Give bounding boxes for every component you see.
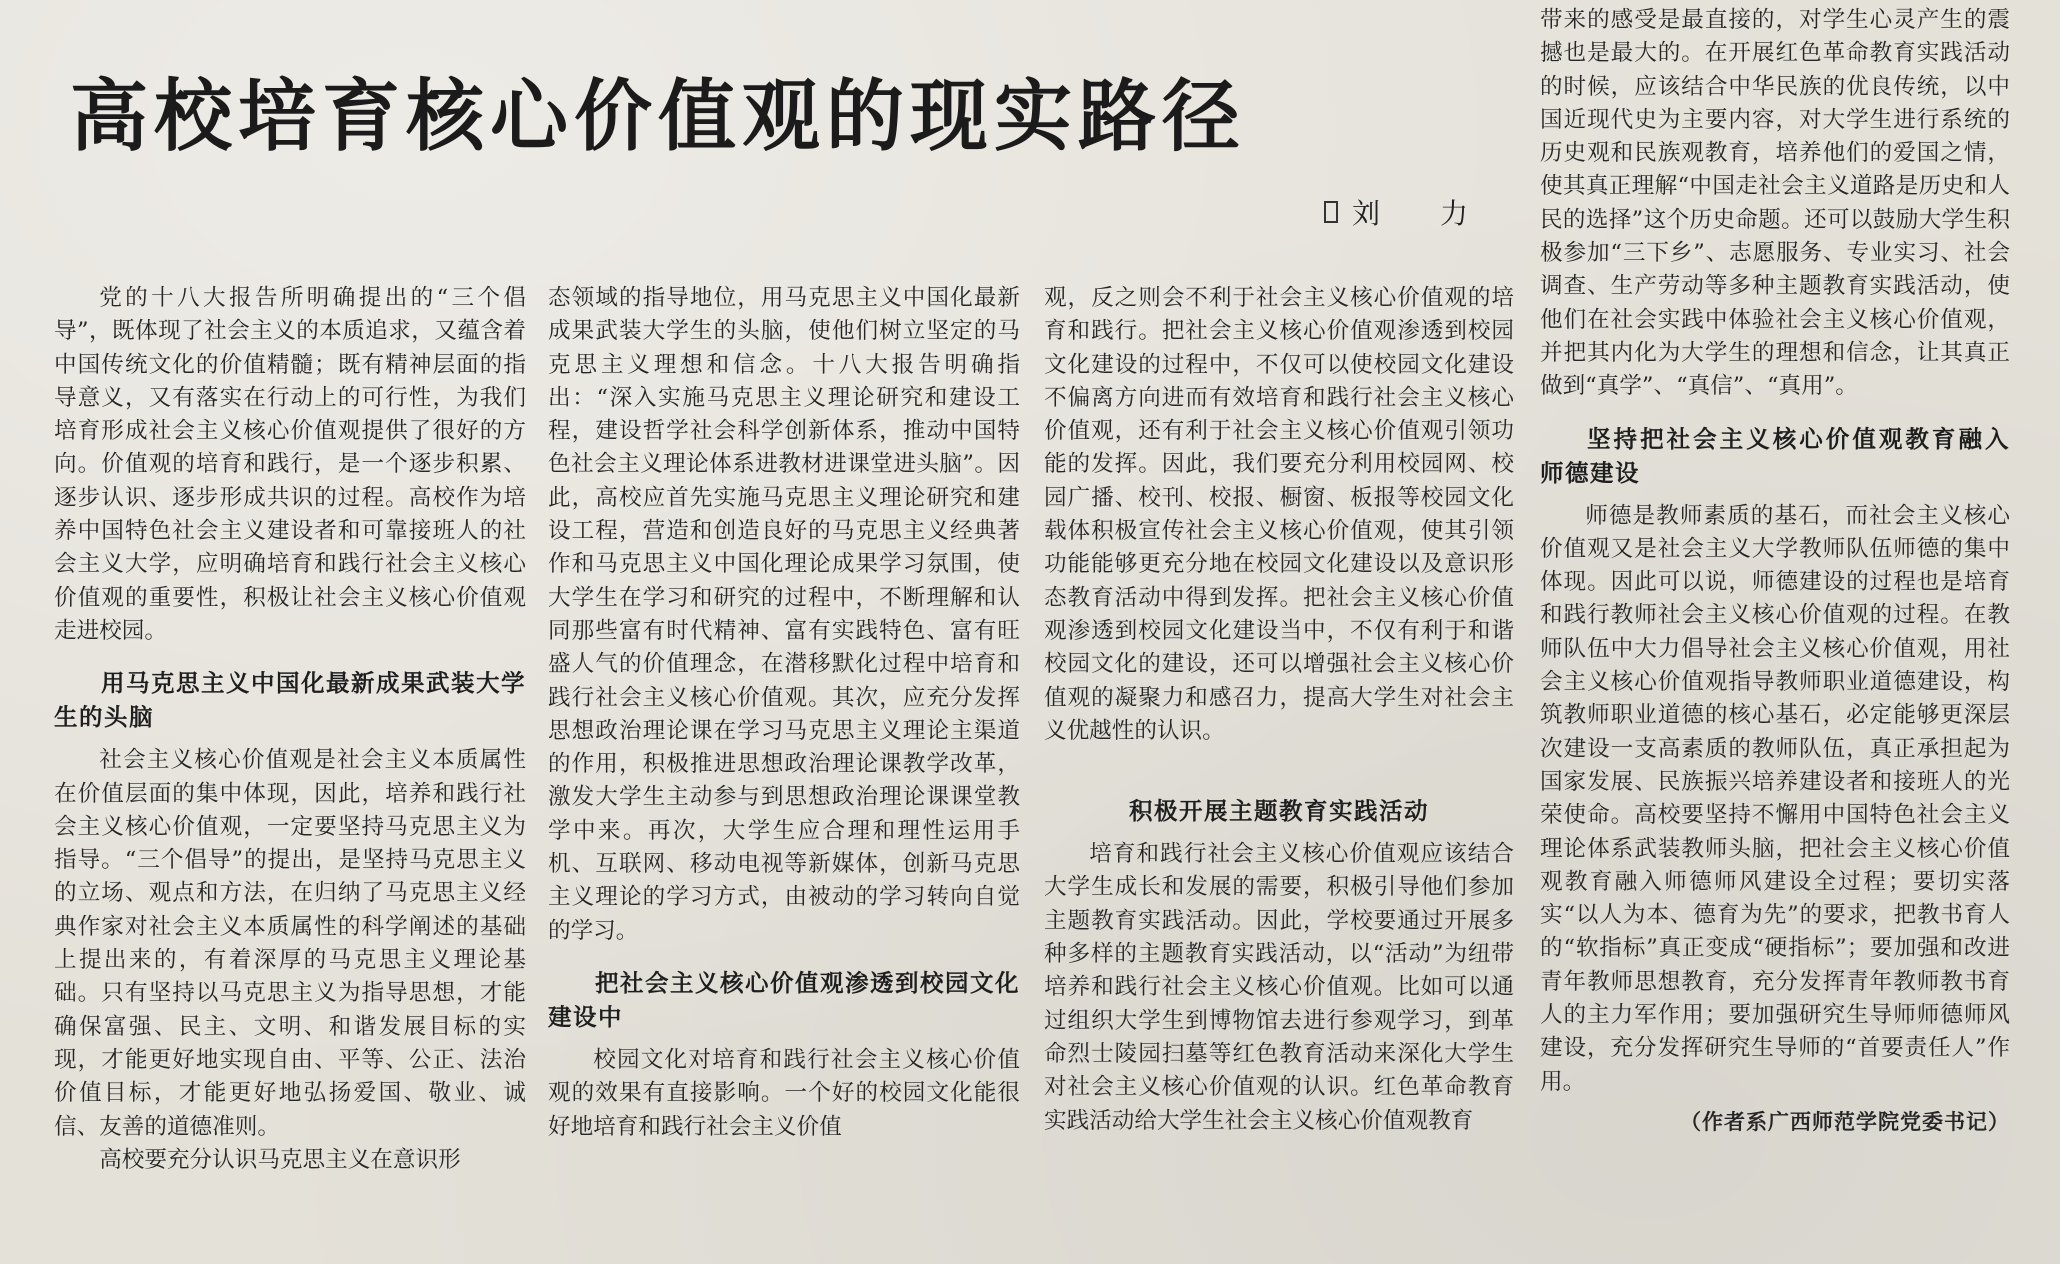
- byline: [1324, 192, 1484, 232]
- author-credit: （作者系广西师范学院党委书记）: [1680, 1109, 2010, 1134]
- section-spacer: [1044, 748, 1514, 794]
- article-column-4: [1540, 4, 2010, 1214]
- body-paragraph: 态领域的指导地位，用马克思主义中国化最新成果武装大学生的头脑，使他们树立坚定的马克思主义理想和信念。十八大报告明确指出：“深入实施马克思主义理论研究和建设工程，建设哲学社会科学创新体系，推动中国特色社会主义理论体系进教材进课堂进头脑”。因此，高校应首先实施马克思主义理论研究和建设工程，营造和创造良好的马克思主义经典著作和马克思主义中国化理论成果学习氛围，使大学生在学习和研究的过程中，不断理解和认同那些富有时代精神、富有实践特色、富有旺盛人气的价值理念，在潜移默化过程中培育和践行社会主义核心价值观。其次，应充分发挥思想政治理论课在学习马克思主义理论主渠道的作用，积极推进思想政治理论课教学改革，激发大学生主动参与到思想政治理论课课堂教学中来。再次，大学生应合理和理性运用手机、互联网、移动电视等新媒体，创新马克思主义理论的学习方式，由被动的学习转向自觉的学习。: [548, 285, 1020, 944]
- body-paragraph: 观，反之则会不利于社会主义核心价值观的培育和践行。把社会主义核心价值观渗透到校园文化建设的过程中，不仅可以使校园文化建设不偏离方向进而有效培育和践行社会主义核心价值观，还有利于社会主义核心价值观引领功能的发挥。因此，我们要充分利用校园网、校园广播、校刊、校报、橱窗、板报等校园文化载体积极宣传社会主义核心价值观，使其引领功能能够更充分地在校园文化建设以及意识形态教育活动中得到发挥。把社会主义核心价值观渗透到校园文化建设当中，不仅有利于和谐校园文化的建设，还可以增强社会主义核心价值观的凝聚力和感召力，提高大学生对社会主义优越性的认识。: [1044, 285, 1514, 744]
- body-paragraph: 校园文化对培育和践行社会主义核心价值观的效果有直接影响。一个好的校园文化能很好地培育和践行社会主义价值: [548, 1046, 1020, 1140]
- section-heading: 积极开展主题教育实践活动: [1129, 797, 1429, 826]
- body-paragraph: 党的十八大报告所明确提出的“三个倡导”，既体现了社会主义的本质追求，又蕴含着中国传统文化的价值精髓；既有精神层面的指导意义，又有落实在行动上的可行性，为我们培育形成社会主义核心价值观提供了很好的方向。价值观的培育和践行，是一个逐步积累、逐步认识、逐步形成共识的过程。高校作为培养中国特色社会主义建设者和可靠接班人的社会主义大学，应明确培育和践行社会主义核心价值观的重要性，积极让社会主义核心价值观走进校园。: [54, 285, 526, 644]
- section-heading: 坚持把社会主义核心价值观教育融入师德建设: [1540, 424, 2010, 487]
- author-name: 刘 力: [1351, 197, 1484, 230]
- section-spacer: [54, 648, 526, 666]
- article-column-2: [548, 282, 1020, 1242]
- body-paragraph: 高校要充分认识马克思主义在意识形: [99, 1146, 461, 1173]
- body-paragraph: 师德是教师素质的基石，而社会主义核心价值观又是社会主义大学教师队伍师德的集中体现。因此可以说，师德建设的过程也是培育和践行教师社会主义核心价值观的过程。在教师队伍中大力倡导社会主义核心价值观，用社会主义核心价值观指导教师职业道德建设，构筑教师职业道德的核心基石，必定能够更深层次建设一支高素质的教师队伍，真正承担起为国家发展、民族振兴培养建设者和接班人的光荣使命。高校要坚持不懈用中国特色社会主义理论体系武装教师头脑，把社会主义核心价值观教育融入师德师风建设全过程；要切实落实“以人为本、德育为先”的要求，把教书育人的“软指标”真正变成“硬指标”；要加强和改进青年教师思想教育，充分发挥青年教师教书育人的主力军作用；要加强研究生导师师德师风建设，充分发挥研究生导师的“首要责任人”作用。: [1540, 502, 2010, 1095]
- article-column-1: [54, 282, 526, 1242]
- section-spacer: [1540, 490, 2010, 500]
- article-column-3: [1044, 282, 1514, 1242]
- section-spacer: [548, 1034, 1020, 1044]
- section-spacer: [1044, 828, 1514, 838]
- section-spacer: [54, 734, 526, 744]
- body-paragraph: 带来的感受是最直接的，对学生心灵产生的震撼也是最大的。在开展红色革命教育实践活动的时候，应该结合中华民族的优良传统，以中国近现代史为主要内容，对大学生进行系统的历史观和民族观教育，培养他们的爱国之情，使其真正理解“中国走社会主义道路是历史和人民的选择”这个历史命题。还可以鼓励大学生积极参加“三下乡”、志愿服务、专业实习、社会调查、生产劳动等多种主题教育实践活动，使他们在社会实践中体验社会主义核心价值观，并把其内化为大学生的理想和信念，让其真正做到“真学”、“真信”、“真用”。: [1540, 7, 2010, 400]
- byline-box-icon: [1324, 201, 1338, 223]
- body-paragraph: 社会主义核心价值观是社会主义本质属性在价值层面的集中体现，因此，培养和践行社会主义核心价值观，一定要坚持马克思主义为指导。“三个倡导”的提出，是坚持马克思主义的立场、观点和方法，在归纳了马克思主义经典作家对社会主义本质属性的科学阐述的基础上提出来的，有着深厚的马克思主义理论基础。只有坚持以马克思主义为指导思想，才能确保富强、民主、文明、和谐发展目标的实现，才能更好地实现自由、平等、公正、法治价值目标，才能更好地弘扬爱国、敬业、诚信、友善的道德准则。: [54, 747, 526, 1140]
- section-heading: 把社会主义核心价值观渗透到校园文化建设中: [548, 968, 1020, 1031]
- article-title: 高校培育核心价值观的现实路径: [70, 72, 1247, 162]
- section-spacer: [548, 948, 1020, 966]
- body-paragraph: 培育和践行社会主义核心价值观应该结合大学生成长和发展的需要，积极引导他们参加主题教育实践活动。因此，学校要通过开展多种多样的主题教育实践活动，以“活动”为纽带培养和践行社会主义核心价值观。比如可以通过组织大学生到博物馆去进行参观学习，到革命烈士陵园扫墓等红色教育活动来深化大学生对社会主义核心价值观的认识。红色革命教育实践活动给大学生社会主义核心价值观教育: [1044, 841, 1514, 1134]
- section-spacer: [1540, 404, 2010, 422]
- section-heading: 用马克思主义中国化最新成果武装大学生的头脑: [54, 669, 526, 732]
